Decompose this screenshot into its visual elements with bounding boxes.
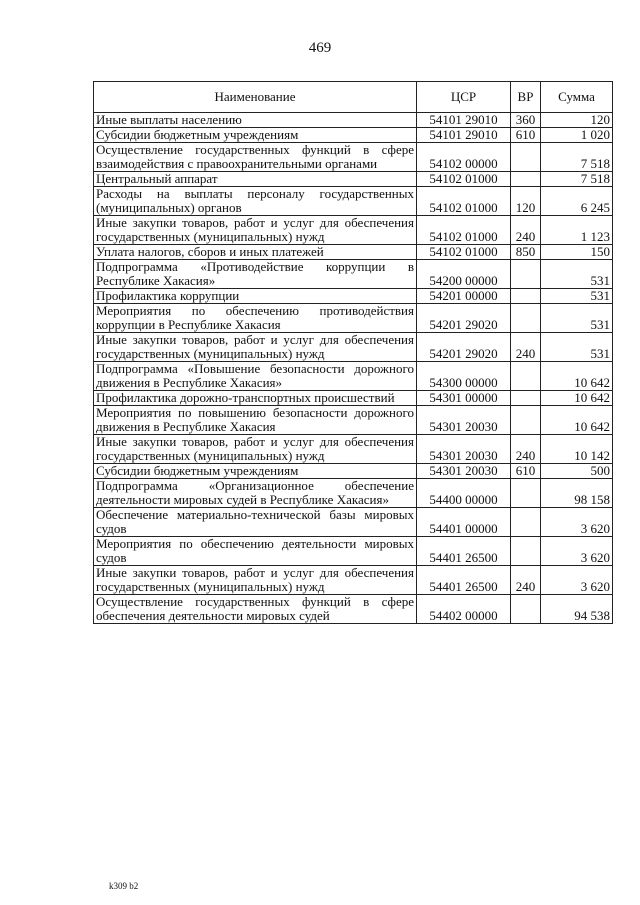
cell-csr: 54400 00000 — [417, 479, 511, 508]
cell-csr: 54301 00000 — [417, 391, 511, 406]
cell-vr — [511, 537, 541, 566]
cell-sum: 1 020 — [541, 128, 613, 143]
cell-name: Уплата налогов, сборов и иных платежей — [94, 245, 417, 260]
table-row — [94, 391, 613, 406]
table-row — [94, 595, 613, 624]
cell-csr: 54301 20030 — [417, 406, 511, 435]
cell-name: Подпрограмма «Противодействие коррупции в Республике Хакасия» — [94, 260, 417, 289]
cell-vr — [511, 479, 541, 508]
header-name: Наименование — [94, 82, 417, 113]
table-row — [94, 245, 613, 260]
cell-vr — [511, 260, 541, 289]
table-row — [94, 172, 613, 187]
cell-sum: 10 642 — [541, 391, 613, 406]
cell-sum: 7 518 — [541, 143, 613, 172]
cell-sum: 98 158 — [541, 479, 613, 508]
table-row — [94, 362, 613, 391]
cell-csr: 54402 00000 — [417, 595, 511, 624]
cell-vr — [511, 172, 541, 187]
cell-sum: 6 245 — [541, 187, 613, 216]
cell-sum: 120 — [541, 113, 613, 128]
cell-name: Осуществление государственных функций в сфере обеспечения деятельности мировых судей — [94, 595, 417, 624]
cell-sum: 1 123 — [541, 216, 613, 245]
cell-csr: 54102 01000 — [417, 216, 511, 245]
page-number: 469 — [308, 40, 332, 56]
cell-csr: 54401 26500 — [417, 537, 511, 566]
cell-vr: 240 — [511, 333, 541, 362]
cell-name: Субсидии бюджетным учреждениям — [94, 464, 417, 479]
cell-name: Иные закупки товаров, работ и услуг для обеспечения государственных (муниципальных) нужд — [94, 333, 417, 362]
cell-name: Иные закупки товаров, работ и услуг для обеспечения государственных (муниципальных) нужд — [94, 216, 417, 245]
header-vr: ВР — [511, 82, 541, 113]
cell-vr: 240 — [511, 216, 541, 245]
cell-csr: 54101 29010 — [417, 113, 511, 128]
table-row — [94, 537, 613, 566]
cell-sum: 3 620 — [541, 508, 613, 537]
cell-name: Профилактика коррупции — [94, 289, 417, 304]
budget-table — [93, 81, 613, 624]
table-body — [94, 113, 613, 624]
table-row — [94, 479, 613, 508]
cell-name: Расходы на выплаты персоналу государственных (муниципальных) органов — [94, 187, 417, 216]
table-row — [94, 216, 613, 245]
table-row — [94, 508, 613, 537]
cell-sum: 10 642 — [541, 406, 613, 435]
cell-sum: 150 — [541, 245, 613, 260]
table-row — [94, 113, 613, 128]
cell-name: Мероприятия по повышению безопасности дорожного движения в Республике Хакасия — [94, 406, 417, 435]
cell-vr: 610 — [511, 464, 541, 479]
cell-vr — [511, 595, 541, 624]
cell-sum: 531 — [541, 260, 613, 289]
cell-csr: 54201 29020 — [417, 304, 511, 333]
cell-sum: 531 — [541, 333, 613, 362]
cell-csr: 54102 01000 — [417, 172, 511, 187]
cell-csr: 54301 20030 — [417, 435, 511, 464]
cell-sum: 3 620 — [541, 566, 613, 595]
cell-vr — [511, 508, 541, 537]
cell-name: Иные выплаты населению — [94, 113, 417, 128]
cell-sum: 531 — [541, 304, 613, 333]
cell-sum: 531 — [541, 289, 613, 304]
table-row — [94, 406, 613, 435]
cell-vr: 240 — [511, 566, 541, 595]
table-row — [94, 464, 613, 479]
cell-name: Осуществление государственных функций в сфере взаимодействия с правоохранительными органами — [94, 143, 417, 172]
table-row — [94, 333, 613, 362]
table-row — [94, 260, 613, 289]
cell-vr: 610 — [511, 128, 541, 143]
table-row — [94, 128, 613, 143]
cell-vr: 120 — [511, 187, 541, 216]
header-csr: ЦСР — [417, 82, 511, 113]
table-header-row — [94, 82, 613, 113]
cell-csr: 54201 29020 — [417, 333, 511, 362]
cell-csr: 54102 01000 — [417, 187, 511, 216]
cell-csr: 54401 00000 — [417, 508, 511, 537]
cell-name: Субсидии бюджетным учреждениям — [94, 128, 417, 143]
cell-name: Мероприятия по обеспечению деятельности мировых судов — [94, 537, 417, 566]
cell-csr: 54201 00000 — [417, 289, 511, 304]
table-row — [94, 435, 613, 464]
cell-name: Мероприятия по обеспечению противодействия коррупции в Республике Хакасия — [94, 304, 417, 333]
cell-vr — [511, 304, 541, 333]
cell-csr: 54102 01000 — [417, 245, 511, 260]
footer-code: k309 b2 — [109, 881, 139, 891]
cell-sum: 7 518 — [541, 172, 613, 187]
cell-vr — [511, 406, 541, 435]
cell-vr — [511, 362, 541, 391]
cell-name: Подпрограмма «Повышение безопасности дорожного движения в Республике Хакасия» — [94, 362, 417, 391]
cell-vr: 240 — [511, 435, 541, 464]
cell-name: Иные закупки товаров, работ и услуг для обеспечения государственных (муниципальных) нужд — [94, 435, 417, 464]
cell-csr: 54200 00000 — [417, 260, 511, 289]
cell-name: Иные закупки товаров, работ и услуг для обеспечения государственных (муниципальных) нужд — [94, 566, 417, 595]
cell-sum: 94 538 — [541, 595, 613, 624]
cell-sum: 10 142 — [541, 435, 613, 464]
cell-sum: 3 620 — [541, 537, 613, 566]
cell-name: Подпрограмма «Организационное обеспечение деятельности мировых судей в Республике Хакасия» — [94, 479, 417, 508]
cell-vr — [511, 289, 541, 304]
cell-csr: 54102 00000 — [417, 143, 511, 172]
table-row — [94, 289, 613, 304]
cell-vr: 850 — [511, 245, 541, 260]
cell-csr: 54401 26500 — [417, 566, 511, 595]
cell-csr: 54300 00000 — [417, 362, 511, 391]
cell-sum: 500 — [541, 464, 613, 479]
header-sum: Сумма — [541, 82, 613, 113]
cell-vr — [511, 143, 541, 172]
cell-name: Профилактика дорожно-транспортных происшествий — [94, 391, 417, 406]
cell-csr: 54101 29010 — [417, 128, 511, 143]
cell-name: Центральный аппарат — [94, 172, 417, 187]
table-row — [94, 187, 613, 216]
cell-name: Обеспечение материально-технической базы мировых судов — [94, 508, 417, 537]
table-row — [94, 143, 613, 172]
cell-csr: 54301 20030 — [417, 464, 511, 479]
cell-vr — [511, 391, 541, 406]
table-row — [94, 566, 613, 595]
cell-vr: 360 — [511, 113, 541, 128]
cell-sum: 10 642 — [541, 362, 613, 391]
table-row — [94, 304, 613, 333]
